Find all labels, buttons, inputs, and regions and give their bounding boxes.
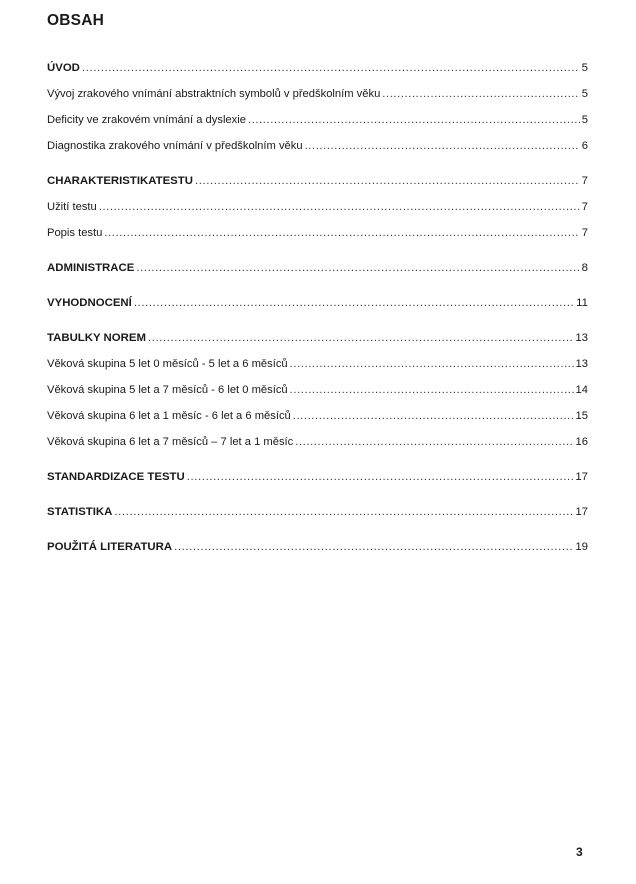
toc-section-entry[interactable] (47, 506, 588, 532)
toc-entry-label: Diagnostika zrakového vnímání v předškolním věku (47, 140, 303, 152)
toc-entry-page: 7 (581, 201, 588, 213)
toc-entry-page: 13 (575, 358, 588, 370)
toc-entry-label: Věková skupina 6 let a 1 měsíc - 6 let a 6 měsíců (47, 410, 291, 422)
toc-section-entry[interactable] (47, 541, 588, 567)
toc-dot-leader (305, 140, 580, 152)
toc-dot-leader (195, 175, 580, 187)
toc-subsection-entry[interactable] (47, 410, 588, 436)
toc-entry-page: 8 (581, 262, 588, 274)
toc-entry-label: Věková skupina 5 let a 7 měsíců - 6 let 0 měsíců (47, 384, 288, 396)
toc-entry-label: Popis testu (47, 227, 103, 239)
toc-subsection-entry[interactable] (47, 201, 588, 227)
toc-dot-leader (114, 506, 573, 518)
toc-subsection-entry[interactable] (47, 384, 588, 410)
toc-entry-page: 17 (575, 471, 588, 483)
toc-entry-page: 11 (576, 297, 588, 309)
toc-dot-leader (248, 114, 580, 126)
toc-entry-label: Užití testu (47, 201, 97, 213)
toc-dot-leader (148, 332, 573, 344)
toc-section-entry[interactable] (47, 175, 588, 201)
toc-dot-leader (134, 297, 574, 309)
toc-section-entry[interactable] (47, 262, 588, 288)
toc-subsection-entry[interactable] (47, 358, 588, 384)
toc-entry-page: 5 (581, 62, 588, 74)
toc-entry-label: VYHODNOCENÍ (47, 297, 132, 309)
toc-subsection-entry[interactable] (47, 140, 588, 166)
toc-entry-label: TABULKY NOREM (47, 332, 146, 344)
toc-entry-page: 16 (575, 436, 588, 448)
toc-entry-page: 5 (581, 114, 588, 126)
toc-entry-page: 6 (581, 140, 588, 152)
toc-dot-leader (187, 471, 574, 483)
toc-entry-label: ADMINISTRACE (47, 262, 135, 274)
toc-entry-page: 19 (575, 541, 588, 553)
toc-dot-leader (174, 541, 573, 553)
toc-entry-page: 7 (581, 175, 588, 187)
toc-section-entry[interactable] (47, 297, 588, 323)
toc-dot-leader (104, 227, 579, 239)
toc-entry-page: 5 (581, 88, 588, 100)
toc-entry-label: Vývoj zrakového vnímání abstraktních symbolů v předškolním věku (47, 88, 381, 100)
toc-dot-leader (290, 384, 574, 396)
toc-section-entry[interactable] (47, 332, 588, 358)
toc-dot-leader (290, 358, 574, 370)
toc-dot-leader (293, 410, 574, 422)
toc-entry-label: Deficity ve zrakovém vnímání a dyslexie (47, 114, 246, 126)
toc-dot-leader (382, 88, 579, 100)
toc-dot-leader (82, 62, 580, 74)
toc-entry-label: STATISTIKA (47, 506, 113, 518)
toc-entry-label: POUŽITÁ LITERATURA (47, 541, 173, 553)
toc-dot-leader (295, 436, 573, 448)
toc-subsection-entry[interactable] (47, 88, 588, 114)
toc-entry-page: 17 (575, 506, 588, 518)
toc-entry-page: 7 (581, 227, 588, 239)
page-number: 3 (576, 845, 583, 859)
toc-subsection-entry[interactable] (47, 227, 588, 253)
toc-entry-label: CHARAKTERISTIKATESTU (47, 175, 193, 187)
toc-entry-page: 14 (575, 384, 588, 396)
toc-subsection-entry[interactable] (47, 114, 588, 140)
toc-dot-leader (136, 262, 579, 274)
page-title: OBSAH (47, 12, 104, 29)
toc-entry-label: ÚVOD (47, 62, 80, 74)
toc-entry-page: 15 (575, 410, 588, 422)
toc-entry-label: Věková skupina 6 let a 7 měsíců – 7 let a 1 měsíc (47, 436, 294, 448)
toc-entry-label: Věková skupina 5 let 0 měsíců - 5 let a 6 měsíců (47, 358, 288, 370)
table-of-contents (47, 62, 588, 567)
toc-entry-label: STANDARDIZACE TESTU (47, 471, 185, 483)
toc-section-entry[interactable] (47, 62, 588, 88)
toc-entry-page: 13 (575, 332, 588, 344)
toc-subsection-entry[interactable] (47, 436, 588, 462)
toc-section-entry[interactable] (47, 471, 588, 497)
toc-dot-leader (99, 201, 580, 213)
